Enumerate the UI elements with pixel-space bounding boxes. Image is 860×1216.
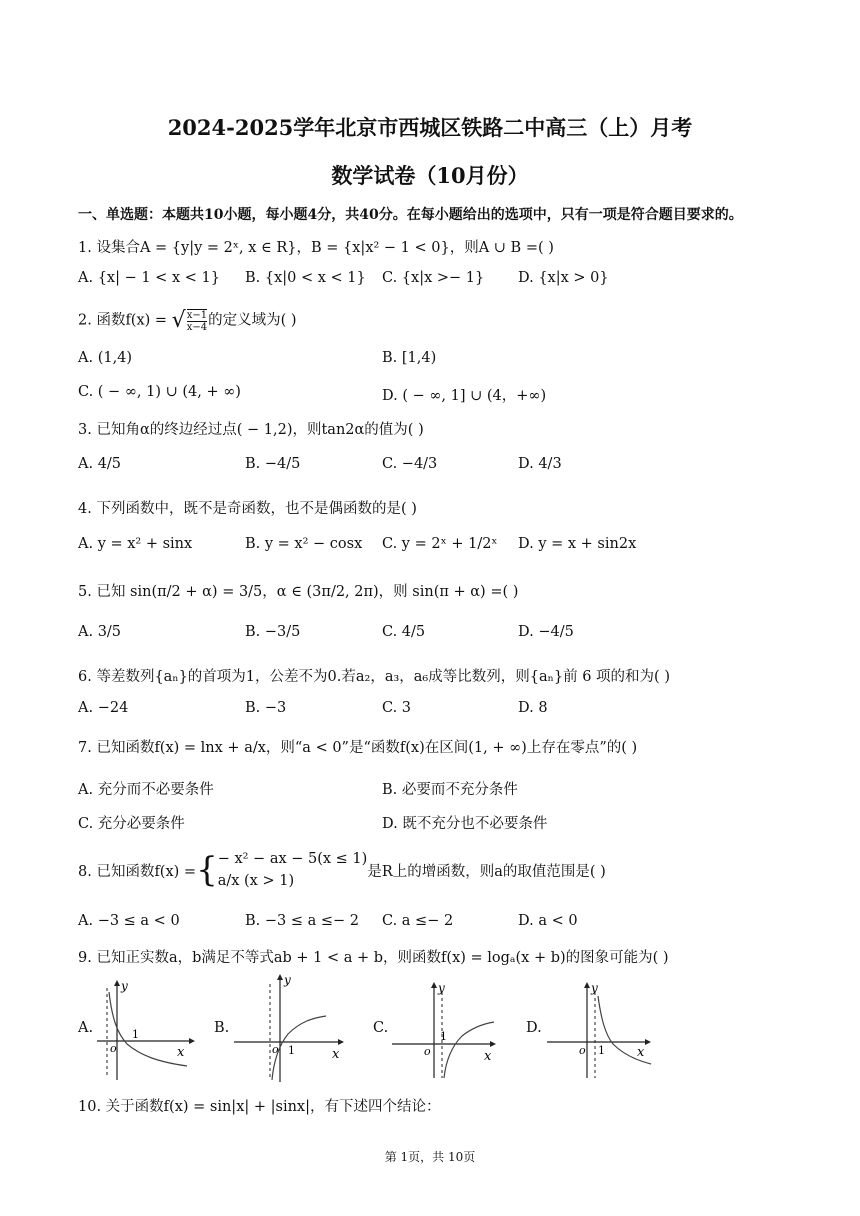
q2-numerator: x−1: [186, 309, 208, 321]
graph-b-x-label: x: [332, 1047, 340, 1062]
graph-a-y-arrow: [114, 980, 120, 986]
q7-option-d: D. 既不充分也不必要条件: [382, 816, 548, 832]
graph-c-x-label: x: [484, 1049, 492, 1064]
q5-option-d: D. −4/5: [518, 624, 574, 640]
q8-option-d: D. a < 0: [518, 913, 578, 929]
graph-c-x-arrow: [490, 1041, 496, 1047]
q2-option-c: C. ( − ∞, 1) ∪ (4, + ∞): [78, 384, 241, 400]
graph-a-origin: o: [110, 1042, 117, 1055]
q6-option-a: A. −24: [78, 700, 129, 716]
q4-option-b: B. y = x² − cosx: [245, 536, 363, 552]
q4-option-a: A. y = x² + sinx: [78, 536, 193, 552]
q1-option-a: A. {x| − 1 < x < 1}: [78, 270, 220, 286]
q2-option-a: A. (1,4): [78, 350, 133, 366]
graph-a-y-label: y: [121, 979, 128, 993]
q7-option-a: A. 充分而不必要条件: [78, 782, 214, 798]
piecewise-case-2: a/x (x > 1): [217, 873, 295, 889]
q2-fraction: [187, 309, 207, 333]
question-2: [78, 308, 297, 333]
q5-option-a: A. 3/5: [78, 624, 122, 640]
question-1: 1. 设集合A = {y|y = 2ˣ, x ∈ R}，B = {x|x² − 1 < 0}，则A ∪ B =( ): [78, 240, 554, 256]
graph-b-x-arrow: [338, 1039, 344, 1045]
q8-option-a: A. −3 ≤ a < 0: [78, 913, 180, 929]
graph-c: [390, 978, 502, 1082]
q7-option-b: B. 必要而不充分条件: [382, 782, 518, 798]
q3-option-b: B. −4/5: [245, 456, 301, 472]
graph-c-y-label: y: [438, 981, 445, 995]
q5-option-b: B. −3/5: [245, 624, 301, 640]
graph-a-one: 1: [132, 1028, 139, 1041]
q6-option-b: B. −3: [245, 700, 287, 716]
q7-option-c: C. 充分必要条件: [78, 816, 185, 832]
piecewise-case-1: − x² − ax − 5(x ≤ 1): [217, 851, 368, 867]
q8-stem-pre: 8. 已知函数f(x) =: [78, 863, 197, 880]
title-line-1: 2024-2025学年北京市西城区铁路二中高三（上）月考: [167, 115, 693, 140]
q9-option-a: A.: [78, 1020, 94, 1036]
graph-a-curve: [109, 992, 187, 1066]
graph-d-y-arrow: [584, 982, 590, 988]
sqrt-sign: √: [171, 308, 186, 333]
question-8: [78, 848, 606, 892]
graph-c-origin: o: [424, 1045, 431, 1058]
q5-option-c: C. 4/5: [382, 624, 426, 640]
question-4: 4. 下列函数中，既不是奇函数，也不是偶函数的是( ): [78, 501, 417, 517]
graph-d-y-label: y: [591, 981, 598, 995]
graph-d-x-label: x: [637, 1045, 645, 1060]
graph-c-y-arrow: [431, 982, 437, 988]
q8-option-c: C. a ≤− 2: [382, 913, 454, 929]
graph-a: [95, 978, 195, 1082]
graph-b-y-arrow: [277, 974, 283, 980]
question-7: 7. 已知函数f(x) = lnx + a/x，则“a < 0”是“函数f(x)在区间(1, + ∞)上存在零点”的( ): [78, 740, 638, 756]
q2-stem-pre: 2. 函数f(x) =: [78, 312, 172, 329]
graph-b-origin: o: [272, 1043, 279, 1056]
graph-d-origin: o: [579, 1044, 586, 1057]
q4-option-c: C. y = 2ˣ + 1/2ˣ: [382, 536, 498, 552]
graph-b-one: 1: [288, 1044, 295, 1057]
graph-c-one: 1: [440, 1030, 447, 1043]
graph-b-y-label: y: [284, 973, 291, 987]
q2-option-b: B. [1,4): [382, 350, 437, 366]
graph-a-x-arrow: [189, 1038, 195, 1044]
graph-a-x-label: x: [177, 1045, 185, 1060]
q2-denominator: x−4: [186, 321, 208, 333]
piecewise-brace: {: [196, 850, 218, 890]
q2-stem-post: 的定义域为( ): [208, 312, 297, 329]
question-5: 5. 已知 sin(π/2 + α) = 3/5，α ∈ (3π/2, 2π)，则 sin(π + α) =( ): [78, 584, 519, 600]
page-footer: 第 1页，共 10页: [384, 1150, 476, 1164]
graph-b: [232, 970, 344, 1084]
section-heading: 一、单选题：本题共10小题，每小题4分，共40分。在每小题给出的选项中，只有一项是符合题目要求的。: [78, 207, 743, 223]
q1-option-b: B. {x|0 < x < 1}: [245, 270, 366, 286]
title-line-2: 数学试卷（10月份）: [331, 163, 529, 188]
q3-option-c: C. −4/3: [382, 456, 438, 472]
q1-option-c: C. {x|x >− 1}: [382, 270, 485, 286]
graph-d-one: 1: [598, 1044, 605, 1057]
q9-option-d: D.: [526, 1020, 542, 1036]
q8-option-b: B. −3 ≤ a ≤− 2: [245, 913, 360, 929]
piecewise-cases: [218, 848, 368, 892]
q6-option-d: D. 8: [518, 700, 548, 716]
q9-option-b: B.: [214, 1020, 230, 1036]
q1-option-d: D. {x|x > 0}: [518, 270, 609, 286]
question-6: 6. 等差数列{aₙ}的首项为1，公差不为0.若a₂，a₃，a₆成等比数列，则{aₙ}前 6 项的和为( ): [78, 669, 670, 685]
q3-option-a: A. 4/5: [78, 456, 122, 472]
graph-d-x-arrow: [645, 1039, 651, 1045]
graph-d: [545, 978, 657, 1082]
question-10: 10. 关于函数f(x) = sin|x| + |sinx|，有下述四个结论：: [78, 1099, 441, 1115]
q4-option-d: D. y = x + sin2x: [518, 536, 637, 552]
q6-option-c: C. 3: [382, 700, 412, 716]
q3-option-d: D. 4/3: [518, 456, 562, 472]
question-9: 9. 已知正实数a，b满足不等式ab + 1 < a + b，则函数f(x) = logₐ(x + b)的图象可能为( ): [78, 950, 669, 966]
q9-option-c: C.: [373, 1020, 389, 1036]
question-3: 3. 已知角α的终边经过点( − 1,2)，则tan2α的值为( ): [78, 422, 424, 438]
q8-stem-post: 是R上的增函数，则a的取值范围是( ): [367, 863, 606, 880]
q2-option-d: D. ( − ∞, 1] ∪ (4，+∞): [382, 388, 547, 404]
